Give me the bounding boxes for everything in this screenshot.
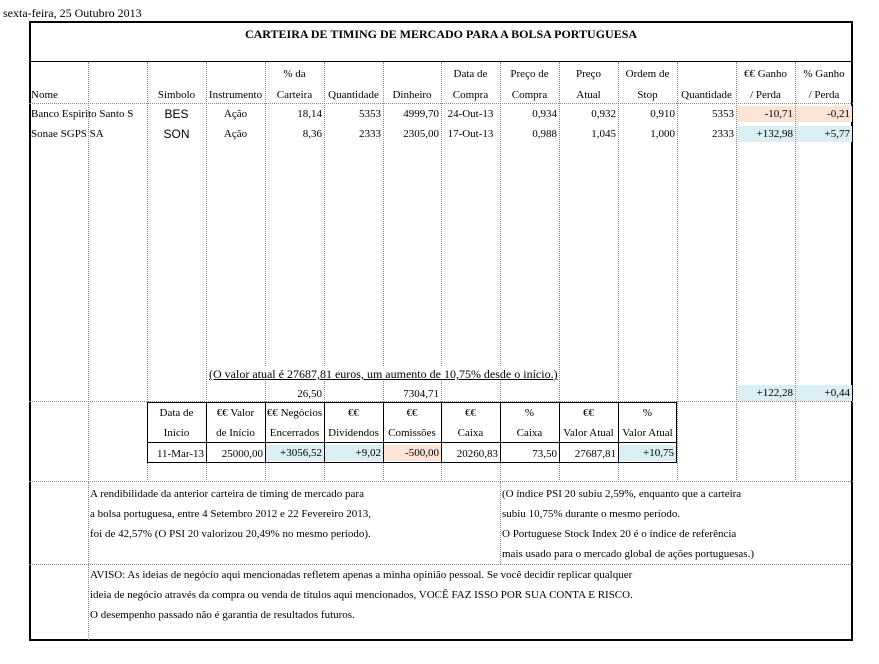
disclaimer xyxy=(90,565,633,625)
header-ordem-stop-1: Ordem de xyxy=(625,68,670,80)
summary-header-negocios-2: Encerrados xyxy=(269,427,320,439)
grid-line xyxy=(795,62,796,480)
grid-line xyxy=(29,481,853,482)
header-quantidade: Quantidade xyxy=(328,89,379,101)
summary-header-data-inicio-1: Data de xyxy=(159,407,194,419)
total-ganho-pct: +0,44 xyxy=(796,385,852,401)
cell-quantidade-2: 2333 xyxy=(712,128,734,140)
cell-quantidade: 5353 xyxy=(359,108,381,120)
note-line: a bolsa portuguesa, entre 4 Setembro 2012 e 22 Fevereiro 2013, xyxy=(90,508,372,520)
header-nome: Nome xyxy=(31,89,58,101)
note-line: O Portuguese Stock Index 20 é o índice de referência xyxy=(502,528,737,540)
summary-header-pct-caixa-1: % xyxy=(524,407,535,419)
cell-data-compra: 24-Out-13 xyxy=(447,108,494,120)
cell-pct: 8,36 xyxy=(302,128,322,140)
cell-dinheiro: 4999,70 xyxy=(403,108,439,120)
report-date: sexta-feira, 25 Outubro 2013 xyxy=(3,6,142,20)
summary-header-data-inicio-2: Início xyxy=(163,427,190,439)
header-preco-atual-2: Atual xyxy=(576,89,601,101)
header-pct-carteira-1: % da xyxy=(283,68,306,80)
cell-preco-compra: 0,988 xyxy=(532,128,557,140)
cell-ganho-eur: +132,98 xyxy=(737,126,795,142)
summary-header-valor-inicio-1: €€ Valor xyxy=(216,407,255,419)
cell-preco-compra: 0,934 xyxy=(532,108,557,120)
grid-line xyxy=(500,482,501,564)
summary-dividendos: +9,02 xyxy=(325,445,383,461)
disclaimer-line: ideia de negócio através da compra ou venda de títulos aqui mencionados, VOCÊ FAZ ISSO POR SUA CONTA E RISCO. xyxy=(90,589,633,601)
portfolio-title: CARTEIRA DE TIMING DE MERCADO PARA A BOLSA PORTUGUESA xyxy=(244,27,638,41)
header-ganho-pct-1: % Ganho xyxy=(803,68,845,80)
header-preco-compra-2: Compra xyxy=(511,89,548,101)
disclaimer-line: O desempenho passado não é garantia de resultados futuros. xyxy=(90,609,355,621)
summary-header-valor-inicio-2: de Início xyxy=(216,427,255,439)
note-line: A rendibilidade da anterior carteira de timing de mercado para xyxy=(90,488,364,500)
cell-instrumento: Ação xyxy=(223,108,248,120)
cell-nome: Sonae SGPS SA xyxy=(31,128,104,140)
cell-simbolo: SON xyxy=(163,127,190,141)
total-ganho-eur: +122,28 xyxy=(737,385,795,401)
summary-header-valor-atual-1: €€ xyxy=(583,407,594,419)
note-line: foi de 42,57% (O PSI 20 valorizou 20,49% no mesmo período). xyxy=(90,528,371,540)
summary-header-caixa-2: Caixa xyxy=(457,427,484,439)
grid-line xyxy=(736,62,737,480)
header-ganho-pct-2: / Perda xyxy=(808,89,840,101)
summary-comissoes: -500,00 xyxy=(384,445,441,461)
header-ganho-eur-1: €€ Ganho xyxy=(743,68,788,80)
summary-header-comissoes-1: €€ xyxy=(406,407,418,419)
cell-ganho-pct: +5,77 xyxy=(796,126,852,142)
summary-pct-caixa: 73,50 xyxy=(532,448,557,460)
summary-header-dividendos-2: Dividendos xyxy=(328,427,379,439)
summary-header-valor-atual-2: Valor Atual xyxy=(563,427,614,439)
header-dinheiro: Dinheiro xyxy=(392,89,432,101)
psi20-note xyxy=(502,484,754,564)
header-instrumento: Instrumento xyxy=(208,89,263,101)
header-preco-atual-1: Preço xyxy=(575,68,602,80)
cell-preco-atual: 1,045 xyxy=(591,128,616,140)
header-ordem-stop-2: Stop xyxy=(637,89,658,101)
header-preco-compra-1: Preço de xyxy=(510,68,549,80)
header-pct-carteira-2: Carteira xyxy=(276,89,313,101)
header-data-compra-2: Compra xyxy=(452,89,489,101)
header-data-compra-1: Data de xyxy=(453,68,488,80)
summary-header-caixa-1: €€ xyxy=(465,407,476,419)
note-line: subiu 10,75% durante o mesmo período. xyxy=(502,508,681,520)
header-simbolo: Símbolo xyxy=(157,89,196,101)
grid-line xyxy=(677,62,678,480)
cell-pct: 18,14 xyxy=(297,108,322,120)
cell-ganho-pct: -0,21 xyxy=(796,106,852,122)
cell-nome: Banco Espirito Santo S xyxy=(31,108,134,120)
cell-data-compra: 17-Out-13 xyxy=(447,128,494,140)
grid-line xyxy=(29,103,853,104)
cell-instrumento: Ação xyxy=(223,128,248,140)
summary-header-negocios-1: €€ Negócios xyxy=(266,407,323,419)
summary-header-dividendos-1: €€ xyxy=(348,407,359,419)
valor-atual-note: (O valor atual é 27687,81 euros, um aumento de 10,75% desde o início.) xyxy=(209,367,558,381)
cell-simbolo: BES xyxy=(164,107,189,121)
summary-header-pct-caixa-2: Caixa xyxy=(516,427,543,439)
note-line: (O índice PSI 20 subiu 2,59%, enquanto que a carteira xyxy=(502,488,742,500)
cell-preco-atual: 0,932 xyxy=(591,108,616,120)
summary-header-pct-valor-atual-2: Valor Atual xyxy=(622,427,673,439)
summary-data-inicio: 11-Mar-13 xyxy=(156,448,204,460)
cell-quantidade-2: 5353 xyxy=(712,108,734,120)
cell-ganho-eur: -10,71 xyxy=(737,106,795,122)
summary-header-pct-valor-atual-1: % xyxy=(642,407,653,419)
previous-performance-note xyxy=(90,484,371,544)
summary-valor-atual: 27687,81 xyxy=(574,448,616,460)
header-ganho-eur-2: / Perda xyxy=(750,89,781,101)
cell-ordem-stop: 1,000 xyxy=(650,128,675,140)
note-line: mais usado para o mercado global de ações portuguesas.) xyxy=(502,548,754,560)
cell-dinheiro: 2305,00 xyxy=(403,128,439,140)
grid-line xyxy=(88,482,89,640)
cell-quantidade: 2333 xyxy=(359,128,381,140)
grid-line xyxy=(88,62,89,480)
summary-divider xyxy=(147,442,677,443)
disclaimer-line: AVISO: As ideias de negócio aqui mencionadas refletem apenas a minha opinião pessoal. Se você decidir replicar qualquer xyxy=(90,569,633,581)
header-quantidade-2: Quantidade xyxy=(681,89,732,101)
summary-header-comissoes-2: Comissões xyxy=(388,427,436,439)
cell-ordem-stop: 0,910 xyxy=(650,108,675,120)
total-pct: 26,50 xyxy=(297,388,322,400)
total-dinheiro: 7304,71 xyxy=(403,388,439,400)
summary-valor-inicio: 25000,00 xyxy=(221,448,263,460)
summary-pct-valor-atual: +10,75 xyxy=(619,445,676,461)
summary-caixa: 20260,83 xyxy=(456,448,498,460)
summary-negocios-encerrados: +3056,52 xyxy=(266,445,324,461)
